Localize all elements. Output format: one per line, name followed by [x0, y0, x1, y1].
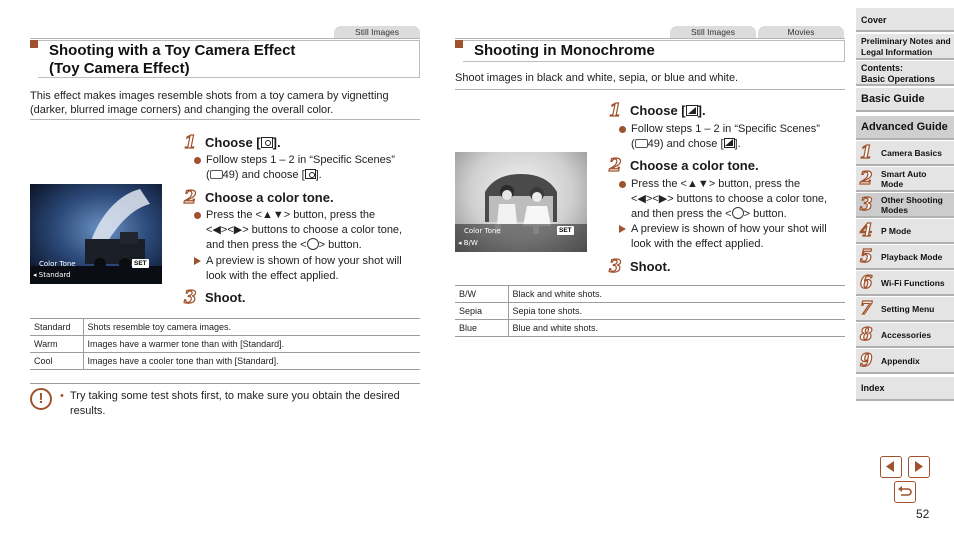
table-cell: Sepia tone shots.: [508, 303, 845, 320]
right-title-marker: [455, 40, 463, 48]
left-camera-screen-photo: [30, 184, 162, 284]
table-cell: Images have a warmer tone than with [Standard].: [83, 336, 420, 353]
left-step1-number: 1: [184, 132, 197, 153]
right-screen-value-text: B/W: [463, 239, 478, 247]
right-step2-b1-text: [631, 177, 827, 222]
chapter-label: Camera Basics: [881, 148, 942, 158]
right-step2-b2-line1: A preview is shown of how your shot will: [631, 223, 827, 235]
left-screen-value-text: Standard: [38, 271, 71, 279]
arrow-bullet-icon: [619, 225, 626, 233]
caution-text: [70, 389, 400, 419]
chapter-label: P Mode: [881, 226, 912, 236]
next-page-button[interactable]: [908, 456, 930, 478]
arrow-bullet-icon: [194, 257, 201, 265]
right-step2-b1-line3: [631, 207, 827, 222]
prev-page-button[interactable]: [880, 456, 902, 478]
right-step2-bullet1: [619, 177, 845, 223]
right-intro-divider: [455, 89, 845, 90]
sidebar-chapter-9[interactable]: [856, 349, 954, 374]
right-step2-title: Choose a color tone.: [630, 158, 759, 173]
toy-camera-mode-icon: [261, 137, 273, 148]
right-step2-number: 2: [609, 155, 622, 176]
right-step1-b1-ref: 49) and chose [: [647, 138, 724, 150]
bullet-dot: [619, 126, 626, 133]
left-step1-b1-pre: (: [206, 169, 210, 181]
left-tone-table: [30, 318, 420, 370]
right-step2-b2-line2: look with the effect applied.: [631, 238, 764, 250]
right-section-title: Shooting in Monochrome: [474, 42, 655, 59]
sidebar-item-advanced-guide[interactable]: [856, 116, 954, 140]
sidebar-contents-line1: Contents:: [861, 63, 903, 73]
left-step2-b1-line2: <◀><▶> buttons to choose a color tone,: [206, 224, 403, 236]
chapter-label-line2: Modes: [881, 205, 908, 215]
table-row: [455, 320, 845, 337]
sidebar-item-contents[interactable]: [856, 61, 954, 86]
left-step2-bullet2: [194, 254, 420, 284]
chapter-number: 4: [860, 220, 873, 241]
sidebar-chapter-8[interactable]: [856, 323, 954, 348]
sidebar-chapter-3[interactable]: [856, 193, 954, 218]
left-title-line1: Shooting with a Toy Camera Effect: [49, 42, 296, 59]
caution-line2: results.: [70, 405, 106, 417]
right-step1-b1-pre: (: [631, 138, 635, 150]
right-step2-b1-l3-post: > button.: [743, 208, 787, 220]
chapter-label-line1: Smart Auto: [881, 169, 927, 179]
left-step2-title: Choose a color tone.: [205, 190, 334, 205]
sidebar-item-label: Index: [861, 383, 885, 393]
sidebar-chapter-6[interactable]: [856, 271, 954, 296]
left-step1-title-pre: Choose [: [205, 135, 261, 150]
sidebar-item-preliminary-notes[interactable]: [856, 34, 954, 60]
right-step1-title-pre: Choose [: [630, 103, 686, 118]
sidebar-item-label: Basic Guide: [861, 93, 925, 105]
sidebar-item-label: [861, 63, 935, 84]
right-step1-bullet-text: [631, 122, 820, 152]
monochrome-mode-icon: [724, 138, 735, 148]
book-reference-icon: [210, 170, 223, 179]
right-step2-b1-l3-pre: and then press the <: [631, 208, 732, 220]
right-step2-bullet2: [619, 222, 845, 252]
sidebar-chapter-1[interactable]: [856, 141, 954, 166]
left-step2-b1-l3-pre: and then press the <: [206, 239, 307, 251]
left-intro-line2: (darker, blurred image corners) and changing the overall color.: [30, 103, 334, 116]
chapter-number: 3: [860, 194, 873, 215]
return-arrow-icon: [895, 482, 914, 501]
chapter-number: 2: [860, 168, 873, 189]
chapter-label: Wi-Fi Functions: [881, 278, 945, 288]
left-step3-number: 3: [184, 287, 197, 308]
right-step1-b1-line1: Follow steps 1 – 2 in “Specific Scenes”: [631, 123, 820, 135]
table-cell: Images have a cooler tone than with [Standard].: [83, 353, 420, 370]
chapter-number: 1: [860, 142, 873, 163]
sidebar-chapter-7[interactable]: [856, 297, 954, 322]
chapter-label: Appendix: [881, 356, 920, 366]
sidebar-item-label: [861, 36, 951, 57]
sidebar-item-basic-guide[interactable]: [856, 88, 954, 112]
sidebar-item-cover[interactable]: [856, 8, 954, 32]
chapter-number: 7: [860, 298, 873, 319]
right-step1-b1-line2: [631, 137, 820, 152]
left-tab-line: [30, 38, 420, 39]
table-cell: Blue and white shots.: [508, 320, 845, 337]
left-step1-b1-line2: [206, 168, 395, 183]
sidebar-prelim-line2: Legal Information: [861, 46, 933, 57]
chapter-label: [881, 195, 943, 215]
left-intro: [30, 90, 420, 117]
sidebar-item-label: Advanced Guide: [861, 121, 948, 133]
table-row: [30, 319, 420, 336]
func-set-button-icon: [732, 207, 744, 219]
chapter-label: [881, 169, 927, 189]
caution-divider: [30, 383, 420, 384]
left-section-title: [49, 42, 295, 78]
left-screen-label: Color Tone: [39, 260, 76, 268]
left-intro-divider: [30, 119, 420, 120]
left-intro-line1: This effect makes images resemble shots from a toy camera by vignetting: [30, 90, 389, 102]
right-screen-label: Color Tone: [464, 227, 501, 235]
right-intro: Shoot images in black and white, sepia, or blue and white.: [455, 72, 739, 84]
caution-bullet-dot: •: [60, 390, 64, 402]
left-arrow-icon: ◂: [458, 239, 464, 247]
bullet-dot: [619, 181, 626, 188]
right-step3-title: Shoot.: [630, 259, 671, 274]
monochrome-mode-icon: [686, 105, 698, 116]
left-step1-title: [205, 135, 281, 151]
left-step2-b1-line1: Press the <▲▼> button, press the: [206, 209, 376, 221]
caution-line1: Try taking some test shots first, to make sure you obtain the desired: [70, 390, 400, 402]
return-button[interactable]: [894, 481, 916, 503]
sidebar-prelim-line1: Preliminary Notes and: [861, 36, 951, 46]
sidebar-chapter-2[interactable]: [856, 167, 954, 192]
sidebar-item-label: Cover: [861, 15, 887, 25]
table-cell: Shots resemble toy camera images.: [83, 319, 420, 336]
table-cell: B/W: [455, 286, 508, 303]
table-cell: Warm: [30, 336, 83, 353]
right-step1-b1-post: ].: [734, 138, 741, 150]
right-step2-b1-line2: <◀><▶> buttons to choose a color tone,: [631, 193, 828, 205]
right-step1-title: [630, 103, 706, 119]
left-step2-b2-line2: look with the effect applied.: [206, 270, 339, 282]
right-step3-number: 3: [609, 256, 622, 277]
chapter-number: 9: [860, 350, 873, 371]
right-screen-set-icon: SET: [559, 227, 572, 234]
toy-camera-mode-icon: [305, 169, 316, 179]
page-number: 52: [916, 507, 930, 521]
left-step2-b1-l3-post: > button.: [318, 239, 362, 251]
chapter-label-line1: Other Shooting: [881, 195, 943, 205]
right-tab-line: [455, 38, 845, 39]
train-scene-illustration: [30, 184, 162, 284]
table-cell: Sepia: [455, 303, 508, 320]
left-tab-still-images: Still Images: [334, 26, 420, 39]
right-camera-screen-photo: [455, 152, 587, 252]
left-step2-b2-text: [206, 254, 402, 284]
left-step2-number: 2: [184, 187, 197, 208]
left-step3-title: Shoot.: [205, 290, 246, 305]
sidebar-contents-line2: Basic Operations: [861, 73, 936, 84]
table-row: [455, 286, 845, 303]
table-cell: Standard: [30, 319, 83, 336]
right-step1-title-post: ].: [697, 103, 706, 118]
sidebar-chapter-4[interactable]: [856, 219, 954, 244]
left-step1-title-post: ].: [272, 135, 281, 150]
left-step2-bullet1: [194, 208, 420, 254]
right-step2-b2-text: [631, 222, 827, 252]
table-row: [455, 303, 845, 320]
left-step1-bullet-text: [206, 153, 395, 183]
bullet-dot: [194, 157, 201, 164]
chapter-number: 6: [860, 272, 873, 293]
table-cell: Cool: [30, 353, 83, 370]
left-title-marker: [30, 40, 38, 48]
book-reference-icon: [635, 139, 648, 148]
left-screen-value: [33, 271, 71, 279]
chapter-number: 5: [860, 246, 873, 267]
func-set-button-icon: [307, 238, 319, 250]
left-step1-b1-post: ].: [315, 169, 322, 181]
left-step2-b1-line3: [206, 238, 402, 253]
triangle-left-icon: [881, 457, 900, 476]
right-tone-table: [455, 285, 845, 337]
chapter-label-line2: Mode: [881, 179, 904, 189]
right-tab-still-images: Still Images: [670, 26, 756, 39]
right-step1-bullet: [619, 122, 845, 152]
caution-icon: !: [30, 388, 52, 410]
left-arrow-icon: ◂: [33, 271, 39, 279]
left-step2-b2-line1: A preview is shown of how your shot will: [206, 255, 402, 267]
sidebar-item-index[interactable]: [856, 377, 954, 401]
chapter-label: Playback Mode: [881, 252, 943, 262]
left-title-line2: (Toy Camera Effect): [49, 60, 190, 77]
table-cell: Blue: [455, 320, 508, 337]
right-step2-b1-line1: Press the <▲▼> button, press the: [631, 178, 801, 190]
right-screen-value: [458, 239, 478, 247]
right-step1-number: 1: [609, 100, 622, 121]
chapter-number: 8: [860, 324, 873, 345]
chapter-label: Setting Menu: [881, 304, 935, 314]
left-step1-b1-ref: 49) and choose [: [222, 169, 305, 181]
bullet-dot: [194, 212, 201, 219]
right-tab-movies: Movies: [758, 26, 844, 39]
chapter-label: Accessories: [881, 330, 932, 340]
table-row: [30, 353, 420, 370]
table-cell: Black and white shots.: [508, 286, 845, 303]
left-screen-set-icon: SET: [134, 260, 147, 267]
left-step1-bullet: [194, 153, 420, 183]
left-step2-b1-text: [206, 208, 402, 253]
table-row: [30, 336, 420, 353]
triangle-right-icon: [909, 457, 928, 476]
left-step1-b1-line1: Follow steps 1 – 2 in “Specific Scenes”: [206, 154, 395, 166]
sidebar-chapter-5[interactable]: [856, 245, 954, 270]
